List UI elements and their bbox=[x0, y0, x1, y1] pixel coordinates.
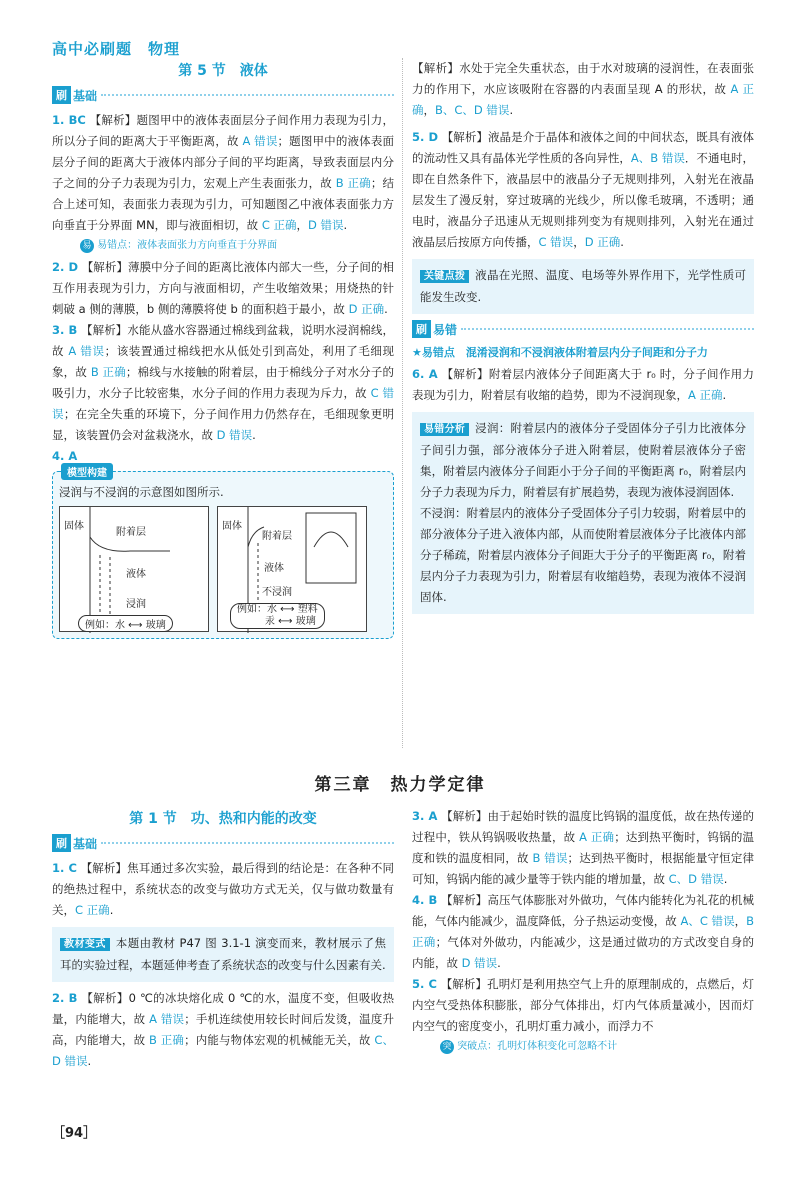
c3-end: . bbox=[723, 872, 728, 886]
ch3-question-3 bbox=[412, 806, 754, 890]
c1-number: 1. C bbox=[52, 861, 77, 875]
nonwetting-diagram bbox=[217, 506, 367, 632]
q1-text-a: 【解析】题图甲中的液体表面层分子间作用力表现为引力，所以分子间的距离大于平衡距离，故 bbox=[52, 113, 394, 148]
c2-end: . bbox=[87, 1054, 92, 1068]
q2-number: 2. D bbox=[52, 260, 78, 274]
c5-text: 【解析】孔明灯是利用热空气上升的原理制成的，点燃后，灯内空气受热体积膨胀，部分气体排出，灯内气体质量减小，因而灯内空气的密度变小，孔明灯重力减小，而浮力不 bbox=[412, 977, 754, 1033]
q6-a: A 正确 bbox=[688, 388, 723, 402]
q6-end: . bbox=[722, 388, 727, 402]
q1-c: C 正确 bbox=[261, 218, 297, 232]
analysis-label: 易错分析 bbox=[420, 423, 469, 436]
q1-sep: ， bbox=[296, 218, 309, 232]
analysis-1: 浸润：附着层内的液体分子受固体分子引力比液体分子间引力强，部分液体分子进入附着层，使附着层液体分子密集，附着层内液体分子间距小于分子间的平衡距离 r₀，附着层内分子力表现为斥力，附着层有扩展趋势，表现为液体浸润固体. bbox=[420, 421, 746, 499]
analysis-2: 不浸润：附着层内的液体分子受固体分子引力较弱，附着层中的部分液体分子进入液体内部，从而使附着层液体分子比液体内部分子稀疏，附着层内液体分子间距大于分子的平衡距离 r₀，附着层内分子力表现为引力，附着层有收缩趋势，表现为液体不浸润固体. bbox=[420, 506, 746, 604]
q1-end: . bbox=[343, 218, 348, 232]
dotted-rule bbox=[101, 94, 394, 96]
error-analysis-box bbox=[412, 412, 754, 614]
c5-note-text: 突破点：孔明灯体积变化可忽略不计 bbox=[457, 1041, 618, 1052]
c3-text-c: ；达到热平衡时，根据能量守恒定律可知，钨锅内能的减少量等于铁内能的增加量，故 bbox=[412, 851, 755, 886]
error-label: 易错 bbox=[433, 322, 458, 337]
q2-end: . bbox=[384, 302, 388, 316]
chapter-title: 第三章 热力学定律 bbox=[314, 775, 486, 795]
left-column-section5 bbox=[52, 60, 394, 639]
q5-d: D 正确 bbox=[584, 235, 621, 249]
d1-layer: 附着层 bbox=[116, 527, 146, 538]
c2-text-a: 【解析】0 ℃的冰块熔化成 0 ℃的水，温度不变，但吸收热量，内能增大，故 bbox=[52, 991, 394, 1026]
ch3-question-1 bbox=[52, 858, 394, 921]
basic-tag: 刷 bbox=[52, 86, 71, 104]
c5-note bbox=[440, 1037, 754, 1054]
c3-text-a: 【解析】由于起始时铁的温度比钨锅的温度低，故在热传递的过程中，铁从钨锅吸收热量，故 bbox=[412, 809, 755, 844]
question-6 bbox=[412, 364, 754, 406]
textbook-label: 教材变式 bbox=[60, 938, 110, 951]
question-5 bbox=[412, 127, 754, 253]
q5-sep: ， bbox=[573, 235, 585, 249]
column-divider bbox=[402, 58, 403, 748]
d2-example2: 汞 ⟷ 玻璃 bbox=[265, 616, 316, 627]
q1-note bbox=[80, 236, 394, 253]
c2-text-b: ；手机连续使用较长时间后发烫，温度升高，内能增大，故 bbox=[52, 1012, 395, 1047]
c3-text-b: ；达到热平衡时，钨锅的温度和铁的温度相同，故 bbox=[412, 830, 755, 865]
c1-text: 【解析】焦耳通过多次实验，最后得到的结论是：在各种不同的绝热过程中，系统状态的改变与做功方式无关，仅与做功数量有关， bbox=[52, 861, 394, 917]
q3-text-b: ；该装置通过棉线把水从低处引到高处，利用了毛细现象，故 bbox=[52, 344, 395, 379]
question-4-answer bbox=[412, 58, 754, 121]
c2-text-c: ；内能与物体宏观的机械能无关，故 bbox=[184, 1033, 375, 1047]
basic-label-2: 基础 bbox=[73, 836, 98, 851]
q3-d: D 错误 bbox=[216, 428, 253, 442]
q4-number: 4. A bbox=[52, 449, 78, 463]
c2-a: A 错误 bbox=[149, 1012, 185, 1026]
c2-cd: C、D 错误 bbox=[52, 1033, 395, 1068]
diagram-row bbox=[59, 506, 387, 632]
dotted-rule bbox=[461, 328, 754, 330]
d2-layer: 附着层 bbox=[262, 531, 292, 542]
q5-c: C 错误 bbox=[538, 235, 574, 249]
right-column-section1 bbox=[412, 806, 754, 1058]
model-box bbox=[52, 468, 394, 639]
c4-text-b: ；气体对外做功，内能减少，这是通过做功的方式改变自身的内能，故 bbox=[412, 935, 754, 970]
c1-c: C 正确 bbox=[75, 903, 110, 917]
d1-liquid: 液体 bbox=[126, 569, 146, 580]
ch3-question-2 bbox=[52, 988, 394, 1072]
model-intro: 浸润与不浸润的示意图如图所示. bbox=[59, 485, 224, 499]
q1-b: B 正确 bbox=[335, 176, 371, 190]
q1-text-c: ；结合上述可知，表面张力表现为引力，可知题图乙中液体表面张力方向垂直于分界面 MN，即与液面相切，故 bbox=[52, 176, 395, 232]
q1-a: A 错误 bbox=[242, 134, 278, 148]
q4-a: A 正确 bbox=[412, 82, 754, 117]
c4-number: 4. B bbox=[412, 893, 438, 907]
d1-wet: 浸润 bbox=[126, 599, 146, 610]
question-3 bbox=[52, 320, 394, 446]
key-label: 关键点拨 bbox=[420, 270, 469, 283]
q2-text: 【解析】薄膜中分子间的距离比液体内部大一些，分子间的相互作用表现为引力，方向与液面相切，产生收缩效果；用烧热的针刺破 a 侧的薄膜，b 侧的薄膜将使 b 的面积趋于最小，故 bbox=[52, 260, 395, 316]
right-column-top bbox=[412, 58, 754, 620]
d2-liquid: 液体 bbox=[264, 563, 284, 574]
q6-text: 【解析】附着层内液体分子间距离大于 r₀ 时，分子间作用力表现为引力，附着层有收缩的趋势，即为不浸润现象， bbox=[412, 367, 754, 402]
d2-example-box bbox=[230, 603, 325, 629]
c3-b: B 错误 bbox=[532, 851, 568, 865]
c4-end: . bbox=[497, 956, 501, 970]
model-label: 模型构建 bbox=[61, 463, 113, 480]
key-text: 液晶在光照、温度、电场等外界作用下，光学性质可能发生改变. bbox=[420, 268, 746, 304]
q6-number: 6. A bbox=[412, 367, 438, 381]
dotted-rule bbox=[101, 842, 394, 844]
error-tag: 刷 bbox=[412, 320, 431, 338]
c4-sep: ， bbox=[734, 914, 747, 928]
ch3-question-5 bbox=[412, 974, 754, 1037]
d2-example: 例如：水 ⟷ 塑料 bbox=[237, 604, 318, 615]
q3-number: 3. B bbox=[52, 323, 78, 337]
c2-b: B 正确 bbox=[149, 1033, 185, 1047]
q5-end: . bbox=[620, 235, 624, 249]
book-header: 高中必刷题 物理 bbox=[52, 40, 181, 58]
c3-number: 3. A bbox=[412, 809, 438, 823]
q3-a: A 错误 bbox=[68, 344, 105, 358]
section-title: 第 5 节 液体 bbox=[178, 63, 268, 79]
basic-tag-row-2 bbox=[52, 834, 394, 852]
c4-text-a: 【解析】高压气体膨胀对外做功，气体内能转化为礼花的机械能，气体内能减少，温度降低，分子热运动变慢，故 bbox=[412, 893, 755, 928]
left-column-section1 bbox=[52, 808, 394, 1072]
q5-number: 5. D bbox=[412, 130, 438, 144]
basic-label: 基础 bbox=[73, 88, 98, 103]
error-point: ★易错点 混淆浸润和不浸润液体附着层内分子间距和分子力 bbox=[412, 346, 708, 359]
textbook-text: 本题由教材 P47 图 3.1-1 演变而来，教材展示了焦耳的实验过程，本题延伸考查了系统状态的改变与什么因素有关. bbox=[60, 936, 386, 972]
textbook-box bbox=[52, 927, 394, 982]
q4-bcd: B、C、D 错误 bbox=[435, 103, 510, 117]
q1-text-b: ；题图甲中的液体表面层分子间的距离大于液体内部分子间的平均距离，导致表面层内分子之间的分子力表现为引力，宏观上产生表面张力，故 bbox=[52, 134, 395, 190]
section1-title: 第 1 节 功、热和内能的改变 bbox=[129, 811, 317, 827]
q3-b: B 正确 bbox=[90, 365, 126, 379]
d2-nonwet: 不浸润 bbox=[262, 587, 292, 598]
d2-solid: 固体 bbox=[222, 521, 242, 532]
basic-tag-row bbox=[52, 86, 394, 104]
c2-number: 2. B bbox=[52, 991, 78, 1005]
key-point-box bbox=[412, 259, 754, 314]
breakthrough-icon: 突 bbox=[440, 1040, 454, 1054]
basic-tag-2: 刷 bbox=[52, 834, 71, 852]
wetting-diagram bbox=[59, 506, 209, 632]
q1-number: 1. BC bbox=[52, 113, 86, 127]
error-tag-row bbox=[412, 320, 754, 338]
q1-note-text: 易错点：液体表面张力方向垂直于分界面 bbox=[97, 240, 278, 251]
c5-number: 5. C bbox=[412, 977, 437, 991]
ch3-question-4 bbox=[412, 890, 754, 974]
q3-end: . bbox=[252, 428, 256, 442]
d1-example: 例如：水 ⟷ 玻璃 bbox=[78, 615, 173, 632]
q4-sep: ， bbox=[423, 103, 435, 117]
c3-a: A 正确 bbox=[579, 830, 615, 844]
q1-d: D 错误 bbox=[308, 218, 344, 232]
d1-solid: 固体 bbox=[64, 521, 84, 532]
question-1 bbox=[52, 110, 394, 236]
q3-text-d: ；在完全失重的环境下，分子间作用力仍然存在，毛细现象更明显，该装置仍会对盆栽浇水，故 bbox=[52, 407, 395, 442]
q5-text-b: ．不通电时，即在自然条件下，液晶层中的液晶分子无规则排列，入射光在液晶层发生了漫反射，穿过玻璃的光线少，所以像毛玻璃，不透明；通电时，液晶分子迅速从无规则排列变为有规则排列，入射光在通过液晶层后按原方向传播， bbox=[412, 151, 755, 249]
page-number: ［94］ bbox=[52, 1126, 97, 1141]
question-2 bbox=[52, 257, 394, 320]
q2-d: D 正确 bbox=[348, 302, 385, 316]
c4-d: D 错误 bbox=[461, 956, 498, 970]
q5-text-a: 【解析】液晶是介于晶体和液体之间的中间状态，既具有液体的流动性又具有晶体光学性质的各向异性， bbox=[412, 130, 755, 165]
c4-ac: A、C 错误 bbox=[680, 914, 735, 928]
q3-text-c: ；棉线与水接触的附着层，由于棉线分子对水分子的吸引力，水分子比较密集，水分子间的作用力表现为斥力，故 bbox=[52, 365, 395, 400]
c1-end: . bbox=[109, 903, 114, 917]
q3-c: C 错误 bbox=[52, 386, 395, 421]
q5-ab: A、B 错误 bbox=[630, 151, 685, 165]
c4-b: B 正确 bbox=[412, 914, 754, 949]
warning-icon: 易 bbox=[80, 239, 94, 253]
c3-cd: C、D 错误 bbox=[668, 872, 724, 886]
q4-text: 【解析】水处于完全失重状态，由于水对玻璃的浸润性，在表面张力的作用下，水应该吸附在容器的内表面呈现 A 的形状，故 bbox=[412, 61, 754, 96]
q4-end: . bbox=[509, 103, 514, 117]
q3-text-a: 【解析】水能从盛水容器通过棉线到盆栽，说明水浸润棉线，故 bbox=[52, 323, 395, 358]
